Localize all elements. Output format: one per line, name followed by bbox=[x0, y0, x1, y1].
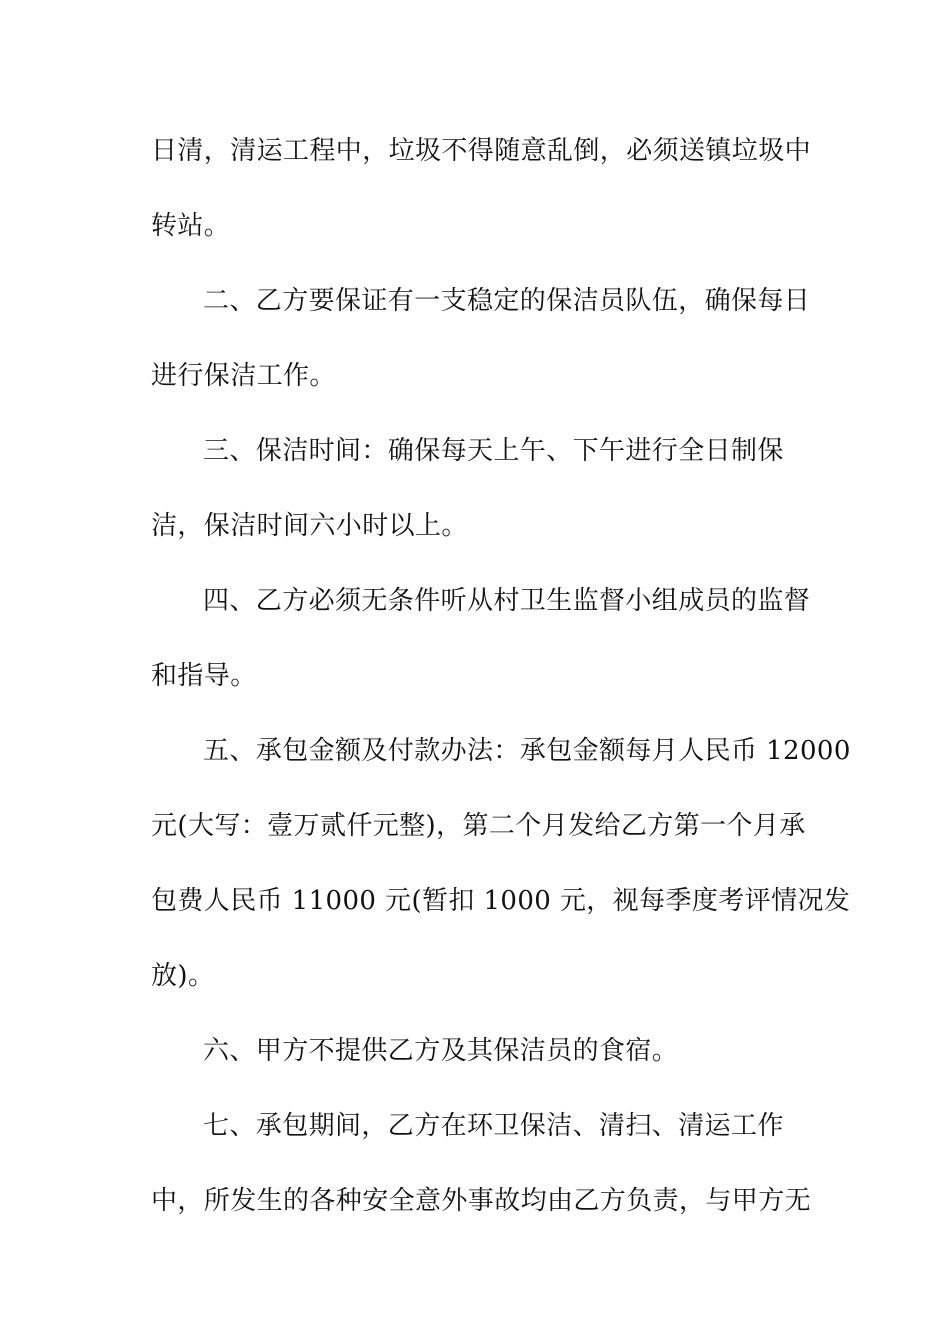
text-line-3: 二、乙方要保证有一支稳定的保洁员队伍，确保每日 bbox=[203, 286, 811, 316]
text-line-13: 六、甲方不提供乙方及其保洁员的食宿。 bbox=[203, 1036, 679, 1066]
text-line-4: 进行保洁工作。 bbox=[151, 361, 336, 391]
text-line-9: 五、承包金额及付款办法：承包金额每月人民币 12000 bbox=[203, 736, 851, 766]
text-line-10: 元(大写：壹万贰仟元整)，第二个月发给乙方第一个月承 bbox=[151, 811, 806, 841]
text-line-5: 三、保洁时间：确保每天上午、下午进行全日制保 bbox=[203, 436, 784, 466]
text-line-15: 中，所发生的各种安全意外事故均由乙方负责，与甲方无 bbox=[151, 1186, 812, 1216]
text-line-11: 包费人民币 11000 元(暂扣 1000 元，视每季度考评情况发 bbox=[151, 886, 851, 916]
text-line-7: 四、乙方必须无条件听从村卫生监督小组成员的监督 bbox=[203, 586, 811, 616]
text-line-1: 日清，清运工程中，垃圾不得随意乱倒，必须送镇垃圾中 bbox=[151, 136, 812, 166]
text-line-14: 七、承包期间，乙方在环卫保洁、清扫、清运工作 bbox=[203, 1111, 784, 1141]
text-line-12: 放)。 bbox=[151, 961, 215, 991]
text-line-6: 洁，保洁时间六小时以上。 bbox=[151, 511, 468, 541]
text-line-8: 和指导。 bbox=[151, 661, 257, 691]
text-line-2: 转站。 bbox=[151, 211, 231, 241]
